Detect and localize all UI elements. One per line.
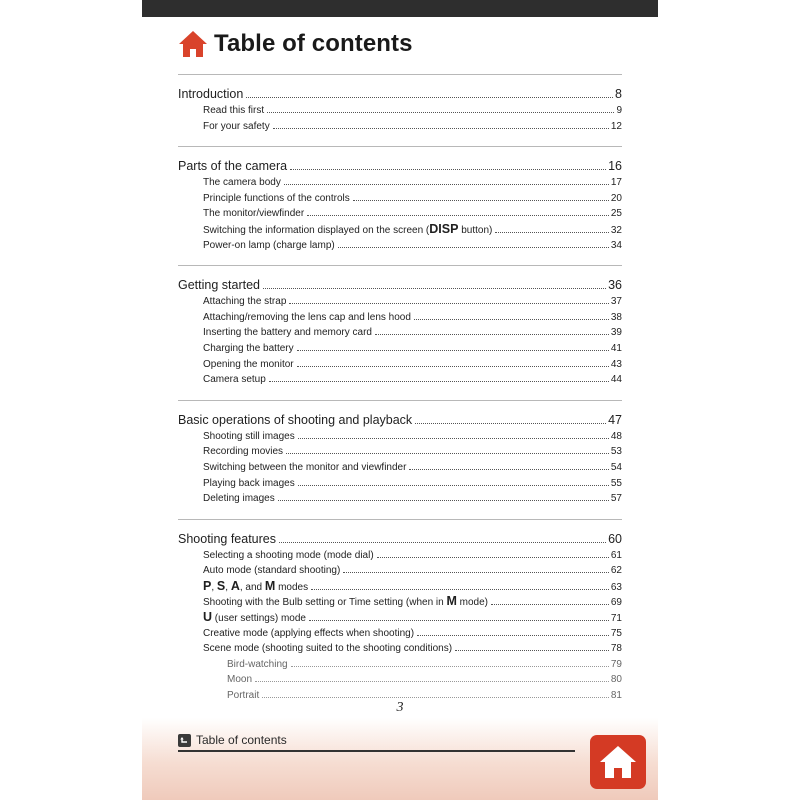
toc-entry[interactable] bbox=[178, 579, 622, 595]
toc-section-shooting-features bbox=[178, 519, 622, 704]
home-icon bbox=[178, 29, 208, 59]
toc-page-number: 20 bbox=[610, 192, 622, 204]
toc-entry-label: Attaching the strap bbox=[203, 296, 287, 308]
toc-entry-label: The monitor/viewfinder bbox=[203, 208, 305, 220]
toc-entry[interactable] bbox=[178, 341, 622, 357]
toc-entry[interactable] bbox=[178, 238, 622, 254]
toc-entry-label: U (user settings) mode bbox=[203, 610, 306, 625]
toc-entry-label: Shooting still images bbox=[203, 430, 295, 442]
toc-entry-label: Switching between the monitor and viewfinder bbox=[203, 461, 407, 473]
toc-page-number: 62 bbox=[610, 565, 622, 577]
toc-entry[interactable] bbox=[178, 325, 622, 341]
mode-u-glyph: U bbox=[203, 610, 213, 625]
page-number: 3 bbox=[396, 700, 404, 715]
toc-heading-label: Basic operations of shooting and playback bbox=[178, 412, 413, 427]
toc-page-number: 48 bbox=[610, 430, 622, 442]
toc-entry-label: Principle functions of the controls bbox=[203, 192, 350, 204]
toc-entry-label: Creative mode (applying effects when shooting) bbox=[203, 627, 415, 639]
footer-divider bbox=[178, 750, 575, 752]
toc-page-number: 81 bbox=[610, 690, 622, 702]
toc-page-number: 47 bbox=[608, 412, 622, 427]
return-icon bbox=[178, 734, 191, 747]
title-row bbox=[178, 24, 413, 64]
toc-page-number: 69 bbox=[610, 597, 622, 609]
toc-page-number: 9 bbox=[616, 105, 622, 116]
toc-entry[interactable] bbox=[178, 119, 622, 135]
toc-entry[interactable] bbox=[178, 310, 622, 326]
toc-page-number: 36 bbox=[608, 278, 622, 293]
toc-page-number: 41 bbox=[610, 342, 622, 354]
toc-subentry[interactable] bbox=[178, 672, 622, 688]
toc-entry-label: Recording movies bbox=[203, 446, 284, 458]
toc-entry[interactable] bbox=[178, 175, 622, 191]
toc-entry[interactable] bbox=[178, 610, 622, 626]
toc-entry[interactable] bbox=[178, 294, 622, 310]
page-footer bbox=[142, 718, 658, 800]
toc-entry[interactable] bbox=[178, 103, 622, 119]
disp-button-glyph: DISP bbox=[429, 221, 459, 236]
toc-entry[interactable] bbox=[178, 548, 622, 564]
toc-heading-label: Parts of the camera bbox=[178, 159, 288, 174]
toc-entry[interactable] bbox=[178, 460, 622, 476]
toc-entry[interactable] bbox=[178, 563, 622, 579]
toc-entry-label: Opening the monitor bbox=[203, 358, 294, 370]
toc-page-number: 53 bbox=[610, 446, 622, 458]
toc-entry-label: Deleting images bbox=[203, 493, 275, 505]
toc-entry-label: Switching the information displayed on the screen (DISP button) bbox=[203, 221, 493, 236]
toc-entry-label: Inserting the battery and memory card bbox=[203, 327, 372, 339]
toc-heading-label: Introduction bbox=[178, 87, 244, 101]
toc-heading[interactable] bbox=[178, 530, 622, 548]
toc-page-number: 25 bbox=[610, 208, 622, 220]
toc-page-number: 80 bbox=[610, 674, 622, 686]
toc-page-number: 63 bbox=[610, 581, 622, 593]
toc-entry[interactable] bbox=[178, 476, 622, 492]
toc-page-number: 32 bbox=[610, 224, 622, 236]
toc-entry-label: Playing back images bbox=[203, 477, 295, 489]
toc-page-number: 57 bbox=[610, 493, 622, 505]
toc-page-number: 37 bbox=[610, 296, 622, 308]
toc-heading-label: Getting started bbox=[178, 278, 260, 293]
toc-entry-label: P, S, A, and M modes bbox=[203, 578, 309, 593]
mode-p-glyph: P bbox=[203, 578, 212, 593]
top-bar bbox=[142, 0, 658, 17]
toc-page-number: 34 bbox=[610, 239, 622, 251]
manual-page bbox=[142, 0, 658, 800]
toc-entry[interactable] bbox=[178, 372, 622, 388]
table-of-contents-link[interactable] bbox=[178, 733, 287, 747]
toc-heading[interactable] bbox=[178, 411, 622, 429]
page-title: Table of contents bbox=[214, 30, 413, 57]
toc-entry[interactable] bbox=[178, 206, 622, 222]
toc-page-number: 39 bbox=[610, 327, 622, 339]
toc-entry-label: Attaching/removing the lens cap and lens hood bbox=[203, 311, 411, 323]
table-of-contents bbox=[178, 74, 622, 704]
toc-subentry-label: Portrait bbox=[227, 690, 260, 702]
toc-page-number: 43 bbox=[610, 358, 622, 370]
toc-page-number: 55 bbox=[610, 477, 622, 489]
toc-page-number: 8 bbox=[615, 87, 622, 101]
mode-m-glyph: M bbox=[446, 594, 457, 609]
toc-entry-label: Camera setup bbox=[203, 374, 266, 386]
footer-link-label: Table of contents bbox=[196, 733, 287, 747]
home-icon bbox=[598, 743, 638, 781]
mode-m-glyph: M bbox=[264, 578, 276, 593]
toc-page-number: 17 bbox=[610, 177, 622, 189]
toc-heading[interactable] bbox=[178, 85, 622, 103]
toc-heading[interactable] bbox=[178, 157, 622, 175]
toc-section-getting-started bbox=[178, 265, 622, 400]
toc-subentry[interactable] bbox=[178, 657, 622, 673]
toc-entry[interactable] bbox=[178, 222, 622, 238]
toc-entry-label: Read this first bbox=[203, 105, 265, 116]
toc-page-number: 60 bbox=[608, 531, 622, 546]
toc-page-number: 12 bbox=[610, 120, 622, 132]
toc-entry[interactable] bbox=[178, 594, 622, 610]
toc-entry-label: For your safety bbox=[203, 120, 270, 132]
toc-section-parts bbox=[178, 146, 622, 265]
toc-heading-label: Shooting features bbox=[178, 531, 276, 546]
mode-s-glyph: S bbox=[216, 578, 226, 593]
toc-entry[interactable] bbox=[178, 191, 622, 207]
toc-entry[interactable] bbox=[178, 429, 622, 445]
toc-page-number: 75 bbox=[610, 627, 622, 639]
toc-subentry-label: Moon bbox=[227, 674, 253, 686]
toc-entry[interactable] bbox=[178, 357, 622, 373]
toc-entry[interactable] bbox=[178, 444, 622, 460]
toc-section-basic-operations bbox=[178, 400, 622, 519]
toc-entry[interactable] bbox=[178, 626, 622, 642]
toc-entry-label: Auto mode (standard shooting) bbox=[203, 565, 341, 577]
mode-a-glyph: A bbox=[230, 578, 240, 593]
toc-page-number: 16 bbox=[608, 159, 622, 174]
toc-page-number: 79 bbox=[610, 658, 622, 670]
toc-section-introduction bbox=[178, 74, 622, 146]
toc-page-number: 61 bbox=[610, 549, 622, 561]
toc-entry-label: Shooting with the Bulb setting or Time setting (when in M mode) bbox=[203, 594, 489, 609]
toc-entry[interactable] bbox=[178, 641, 622, 657]
toc-page-number: 71 bbox=[610, 613, 622, 625]
toc-entry-label: Scene mode (shooting suited to the shooting conditions) bbox=[203, 643, 453, 655]
toc-page-number: 44 bbox=[610, 374, 622, 386]
toc-entry-label: The camera body bbox=[203, 177, 281, 189]
toc-heading[interactable] bbox=[178, 276, 622, 294]
toc-entry[interactable] bbox=[178, 491, 622, 507]
toc-entry-label: Charging the battery bbox=[203, 342, 294, 354]
toc-subentry-label: Bird-watching bbox=[227, 658, 288, 670]
toc-entry-label: Selecting a shooting mode (mode dial) bbox=[203, 549, 374, 561]
toc-entry-label: Power-on lamp (charge lamp) bbox=[203, 239, 335, 251]
home-button[interactable] bbox=[590, 735, 646, 789]
toc-page-number: 78 bbox=[610, 643, 622, 655]
toc-page-number: 54 bbox=[610, 461, 622, 473]
toc-page-number: 38 bbox=[610, 311, 622, 323]
